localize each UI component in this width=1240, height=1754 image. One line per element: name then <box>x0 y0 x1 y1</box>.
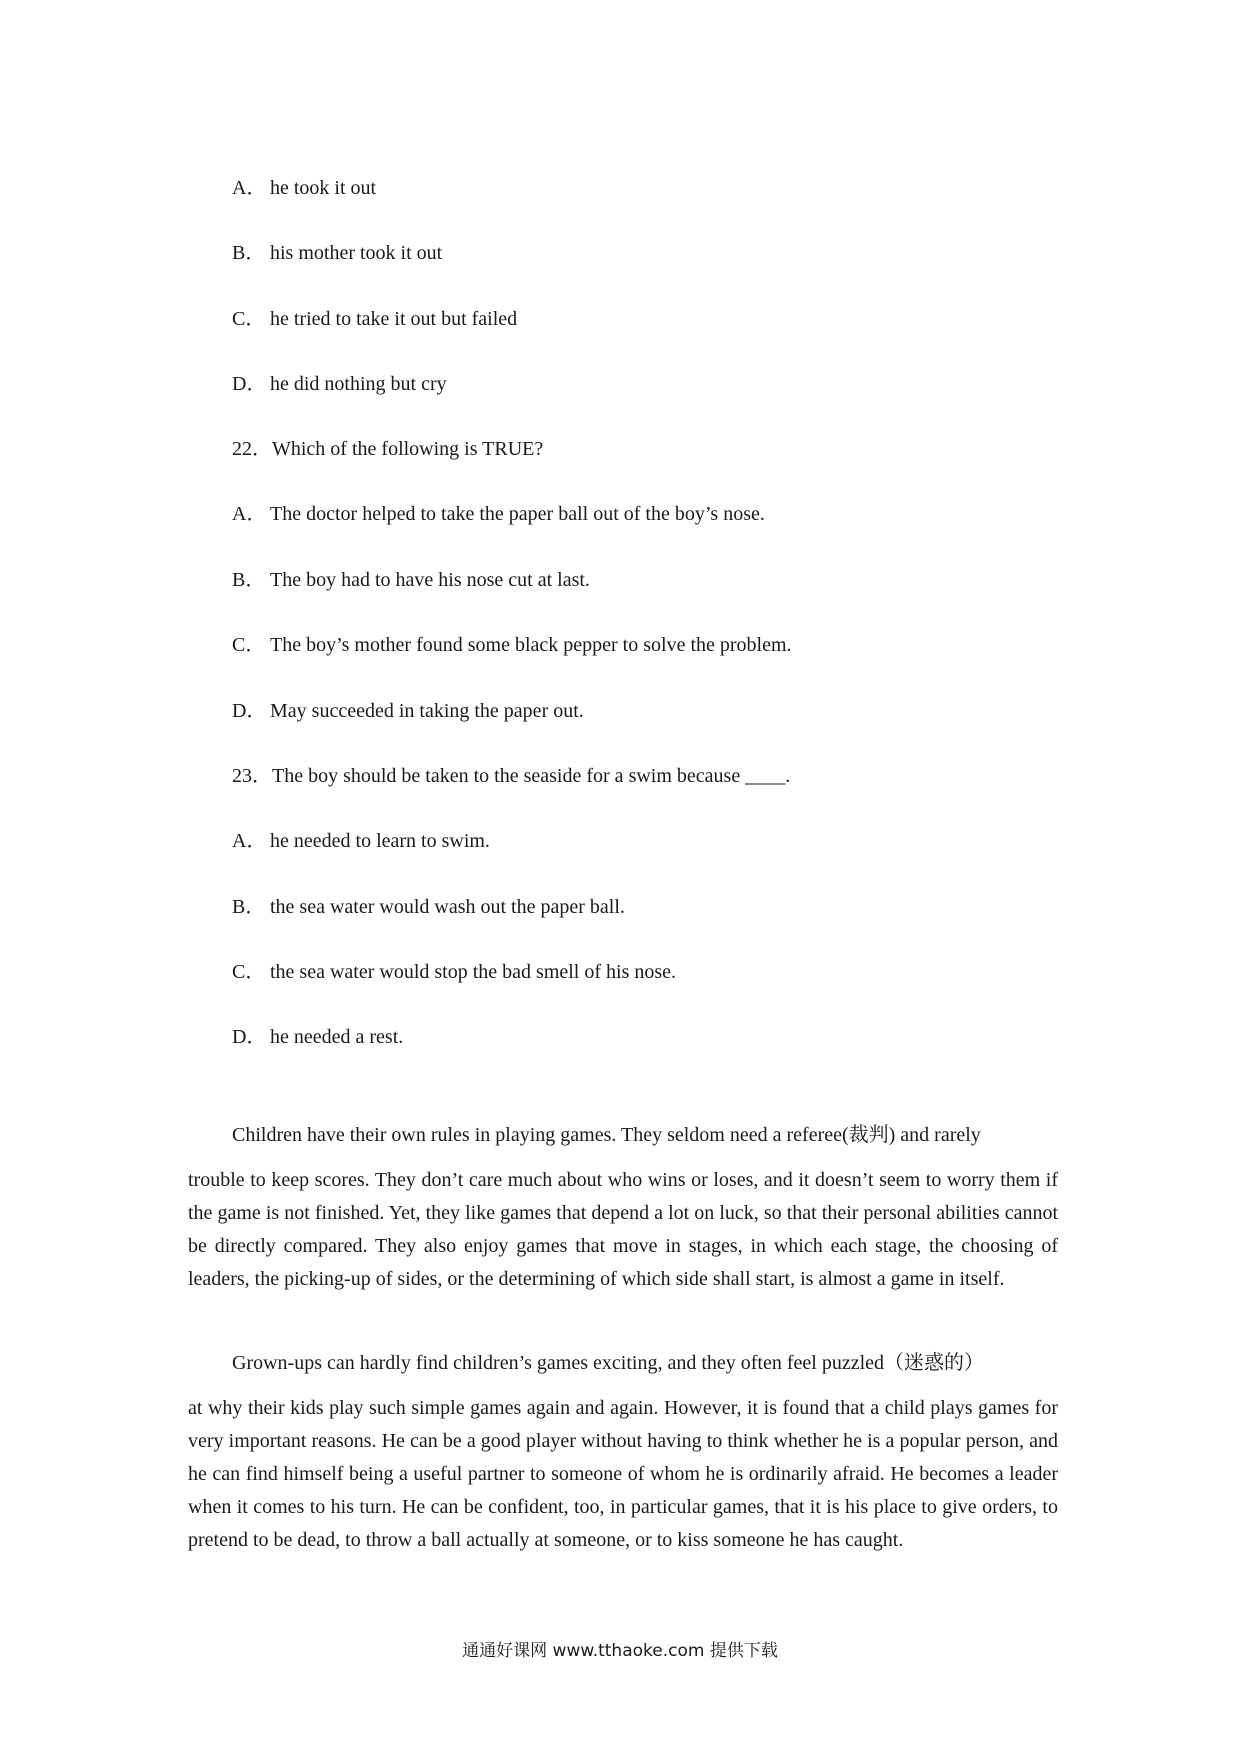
q22-option-d: D． May succeeded in taking the paper out. <box>232 700 584 722</box>
q23-option-b: B． the sea water would wash out the paper ball. <box>232 896 625 918</box>
q23-stem: 23．The boy should be taken to the seaside for a swim because ____. <box>232 765 791 787</box>
passage-p2-body: at why their kids play such simple games again and again. However, it is found that a child plays games for very important reasons. He can be a good player without having to think whether he is a popular person, and he can find himself being a useful partner to someone of whom he is ordinarily afraid. He becomes a leader when it comes to his turn. He can be confident, too, in particular games, that it is his place to give orders, to pretend to be dead, to throw a ball actually at someone, or to kiss someone he has caught. <box>188 1397 1058 1551</box>
q21-option-a: A． he took it out <box>232 177 377 199</box>
passage-p2-first-line: Grown-ups can hardly find children’s games exciting, and they often feel puzzled（迷惑的） <box>232 1352 985 1374</box>
q23-option-c: C． the sea water would stop the bad smell of his nose. <box>232 961 677 983</box>
passage-p1-body: trouble to keep scores. They don’t care much about who wins or loses, and it doesn’t seem to worry them if the game is not finished. Yet, they like games that depend a lot on luck, so that their personal abilities cannot be directly compared. They also enjoy games that move in stages, in which each stage, the choosing of leaders, the picking-up of sides, or the determining of which side shall start, is almost a game in itself. <box>188 1169 1058 1290</box>
q23-option-d: D． he needed a rest. <box>232 1026 404 1048</box>
q22-option-c: C． The boy’s mother found some black pepper to solve the problem. <box>232 634 792 656</box>
q21-option-d: D． he did nothing but cry <box>232 373 447 395</box>
q22-stem: 22．Which of the following is TRUE? <box>232 438 544 460</box>
passage-p1-first-line: Children have their own rules in playing games. They seldom need a referee(裁判) and rarely <box>232 1124 981 1146</box>
q21-option-c: C． he tried to take it out but failed <box>232 308 518 330</box>
footer-download-note: 通通好课网 www.tthaoke.com 提供下载 <box>462 1641 778 1661</box>
q21-option-b: B． his mother took it out <box>232 242 443 264</box>
q22-option-b: B． The boy had to have his nose cut at last. <box>232 569 590 591</box>
q23-option-a: A． he needed to learn to swim. <box>232 830 490 852</box>
q22-option-a: A． The doctor helped to take the paper ball out of the boy’s nose. <box>232 503 765 525</box>
